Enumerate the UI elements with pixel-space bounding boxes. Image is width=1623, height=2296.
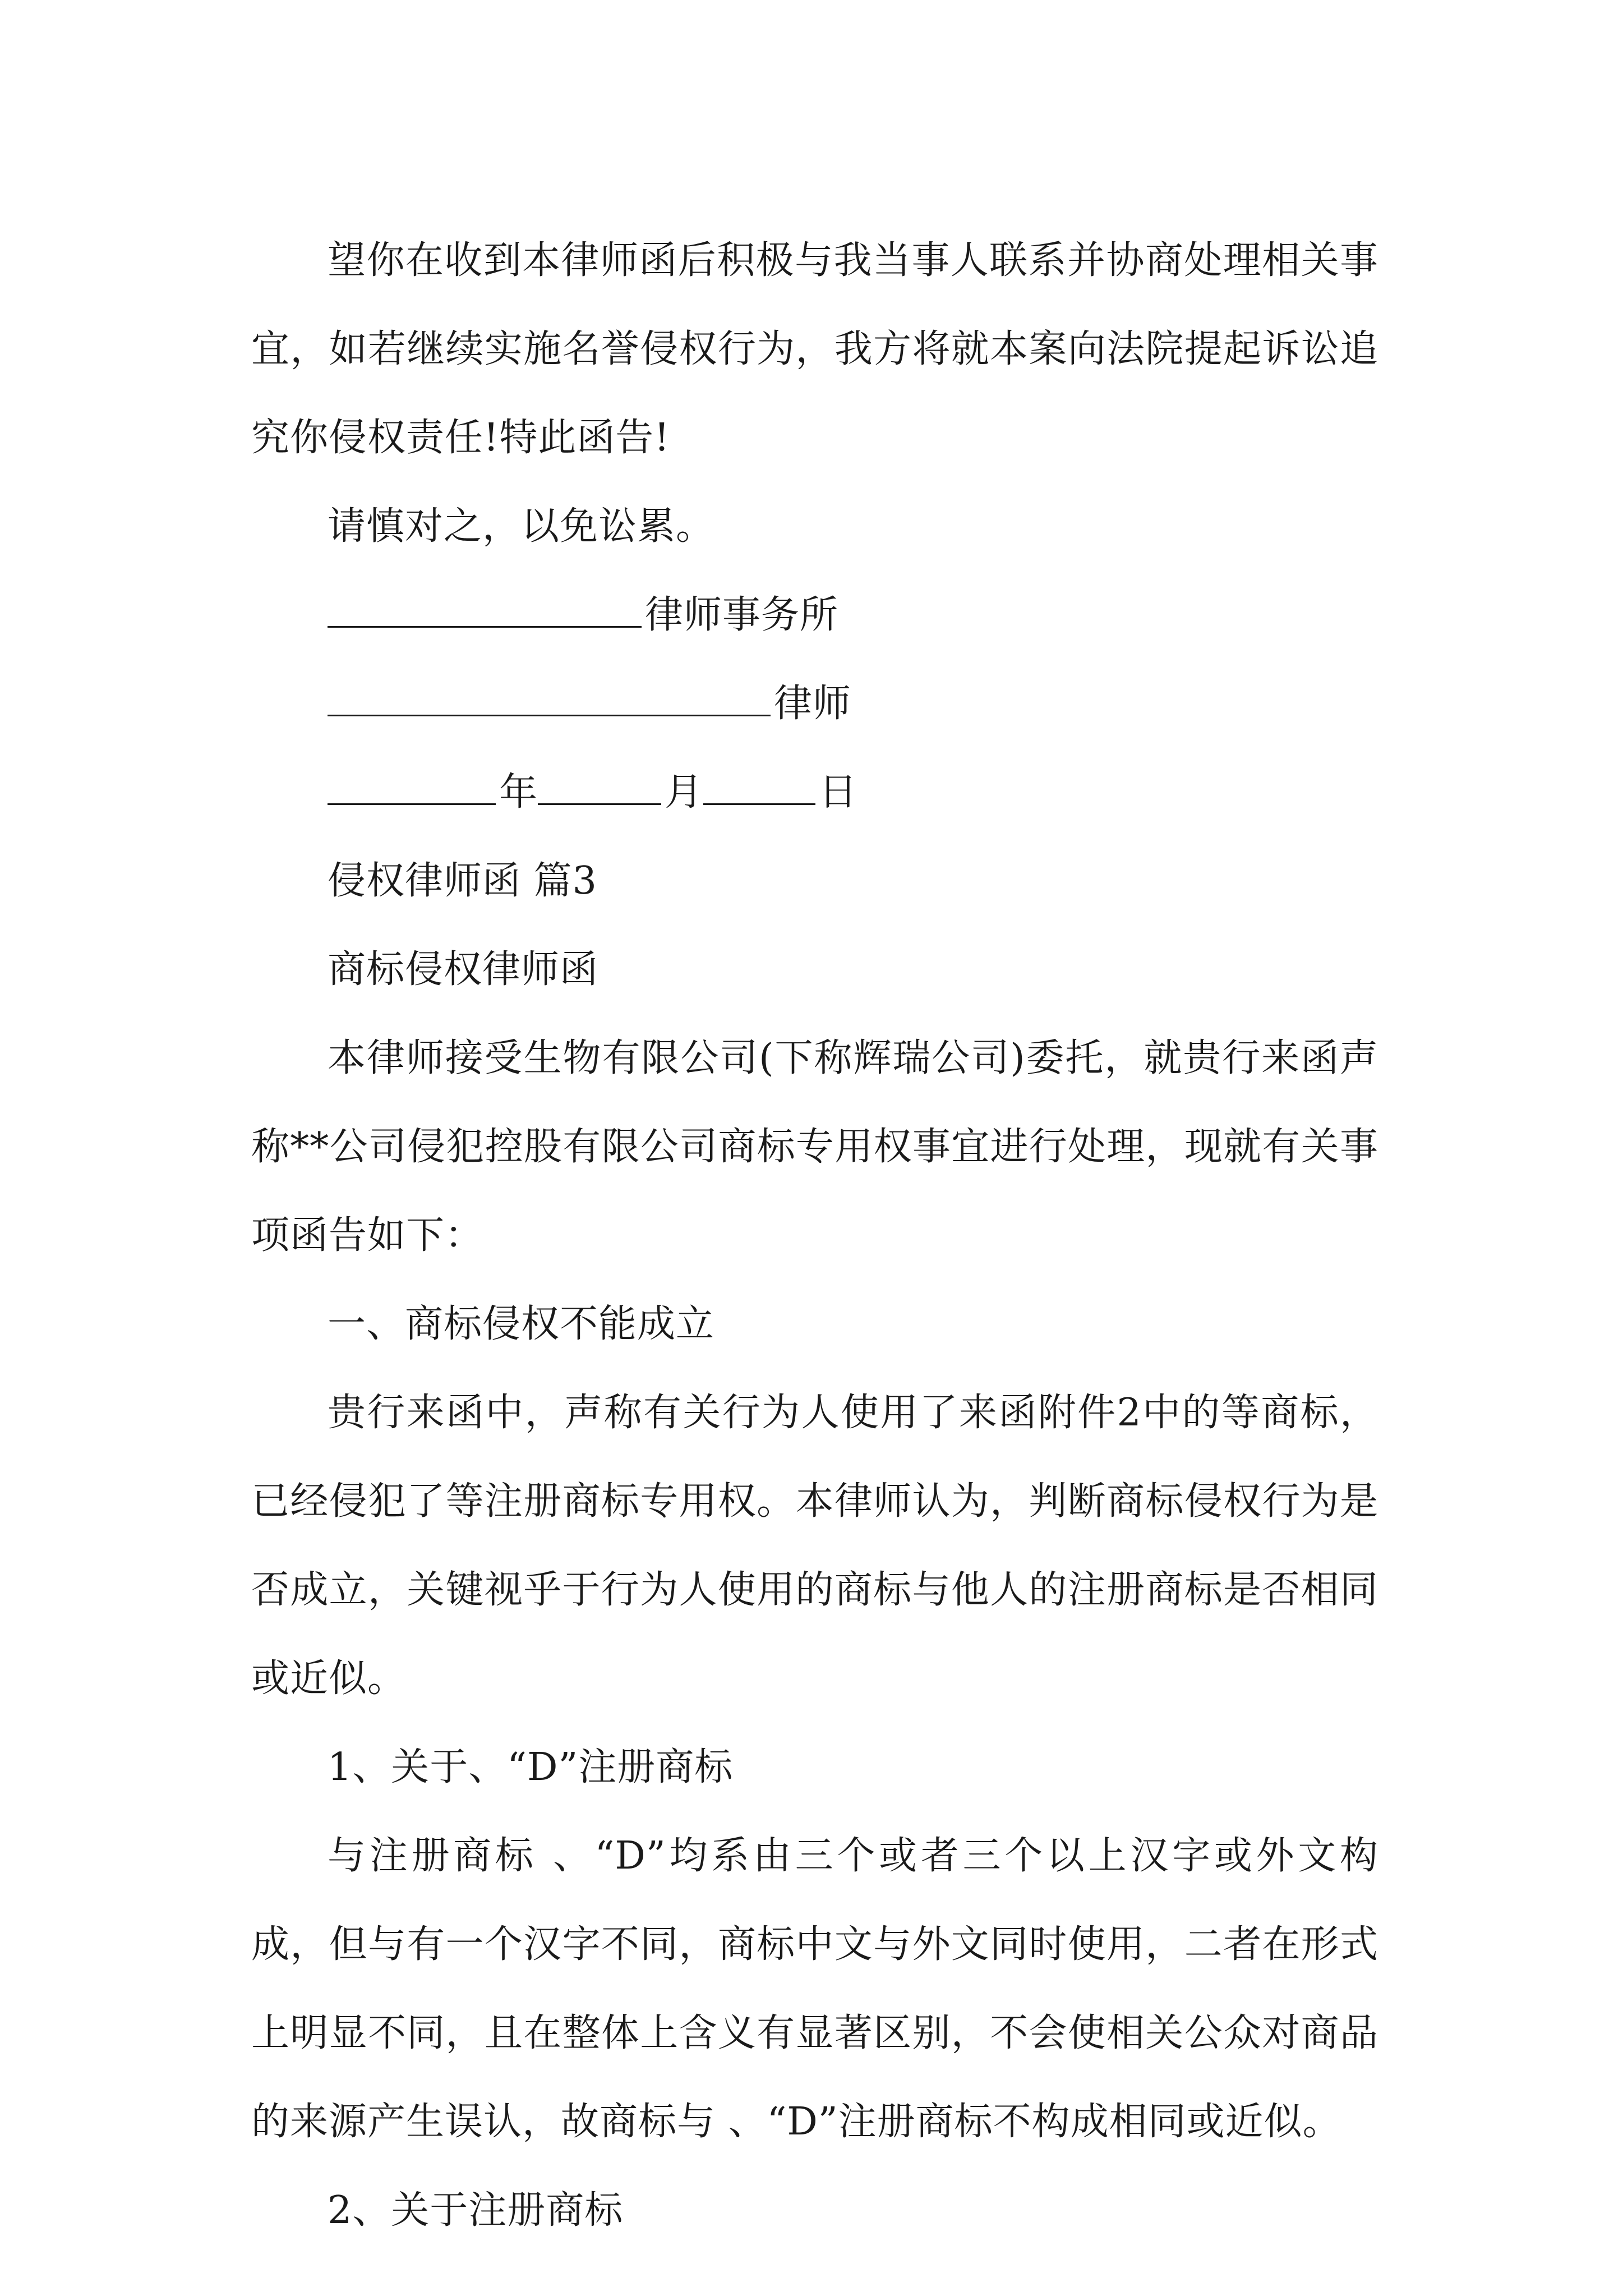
letter-title: 商标侵权律师函 bbox=[328, 947, 599, 992]
year-blank bbox=[328, 771, 496, 805]
sub2-heading: 2、关于注册商标 bbox=[328, 2188, 624, 2233]
point1-heading: 一、商标侵权不能成立 bbox=[328, 1302, 715, 1346]
document-page bbox=[251, 217, 1378, 2255]
sub1-body: 与注册商标 、“D”均系由三个或者三个以上汉字或外文构成，但与有一个汉字不同，商标中文与外文同时使用，二者在形式上明显不同，且在整体上含义有显著区别，不会使相关公众对商品的来源产生误认，故商标与 、“D”注册商标不构成相同或近似。 bbox=[251, 1834, 1378, 2144]
date-line bbox=[251, 748, 1378, 837]
lawyer-suffix: 律师 bbox=[774, 682, 852, 726]
firm-signature-line bbox=[251, 571, 1378, 660]
section-heading: 侵权律师函 篇3 bbox=[328, 859, 597, 903]
closing-paragraph: 望你在收到本律师函后积极与我当事人联系并协商处理相关事宜，如若继续实施名誉侵权行为，我方将就本案向法院提起诉讼追究你侵权责任!特此函告! bbox=[251, 238, 1378, 460]
caution-line: 请慎对之，以免讼累。 bbox=[328, 504, 715, 549]
day-label: 日 bbox=[819, 770, 858, 815]
point1-body: 贵行来函中，声称有关行为人使用了来函附件2中的等商标，已经侵犯了等注册商标专用权。本律师认为，判断商标侵权行为是否成立，关键视乎于行为人使用的商标与他人的注册商标是否相同或近似。 bbox=[251, 1391, 1378, 1701]
firm-suffix: 律师事务所 bbox=[645, 593, 839, 637]
firm-name-blank bbox=[328, 593, 642, 628]
intro-paragraph: 本律师接受生物有限公司(下称辉瑞公司)委托，就贵行来函声称**公司侵犯控股有限公司商标专用权事宜进行处理，现就有关事项函告如下： bbox=[251, 1036, 1378, 1258]
sub1-heading: 1、关于、“D”注册商标 bbox=[328, 1745, 734, 1789]
lawyer-signature-line bbox=[251, 660, 1378, 748]
month-blank bbox=[538, 771, 661, 805]
month-label: 月 bbox=[665, 770, 704, 815]
day-blank bbox=[703, 771, 815, 805]
year-label: 年 bbox=[499, 770, 538, 815]
lawyer-name-blank bbox=[328, 682, 771, 716]
